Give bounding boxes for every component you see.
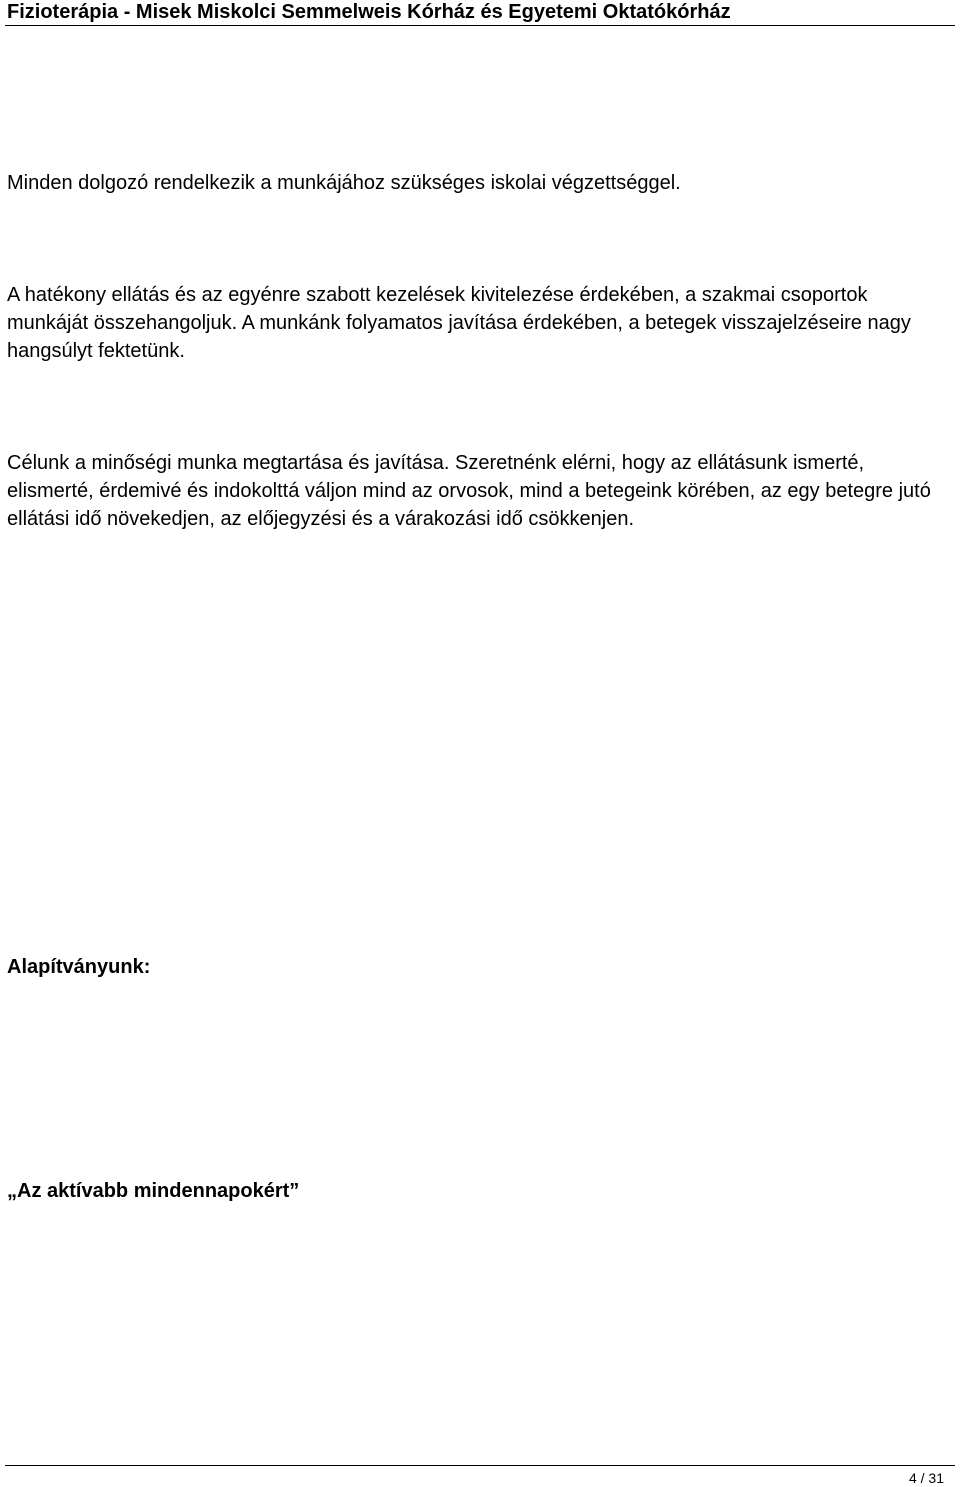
footer-divider (5, 1465, 955, 1466)
foundation-name: „Az aktívabb mindennapokért” (7, 1180, 300, 1202)
paragraph-coordination: A hatékony ellátás és az egyénre szabott kezelések kivitelezése érdekében, a szakmai csoportok munkáját összehangoljuk. A munkánk folyamatos javítása érdekében, a betegek visszajelzéseire nagy hangsúlyt fektetünk. (7, 284, 911, 362)
foundation-heading: Alapítványunk: (7, 956, 151, 978)
paragraph-goals: Célunk a minőségi munka megtartása és javítása. Szeretnénk elérni, hogy az ellátásunk ismerté, elismerté, érdemivé és indokolttá váljon mind az orvosok, mind a betegeink körében, az egy betegre jutó ellátási idő növekedjen, az előjegyzési és a várakozási idő csökkenjen. (7, 452, 931, 530)
header-divider (5, 25, 955, 26)
page-header-title: Fizioterápia - Misek Miskolci Semmelweis Kórház és Egyetemi Oktatókórház (7, 1, 731, 23)
page-number: 4 / 31 (908, 1470, 944, 1486)
paragraph-qualifications: Minden dolgozó rendelkezik a munkájához szükséges iskolai végzettséggel. (7, 172, 681, 194)
